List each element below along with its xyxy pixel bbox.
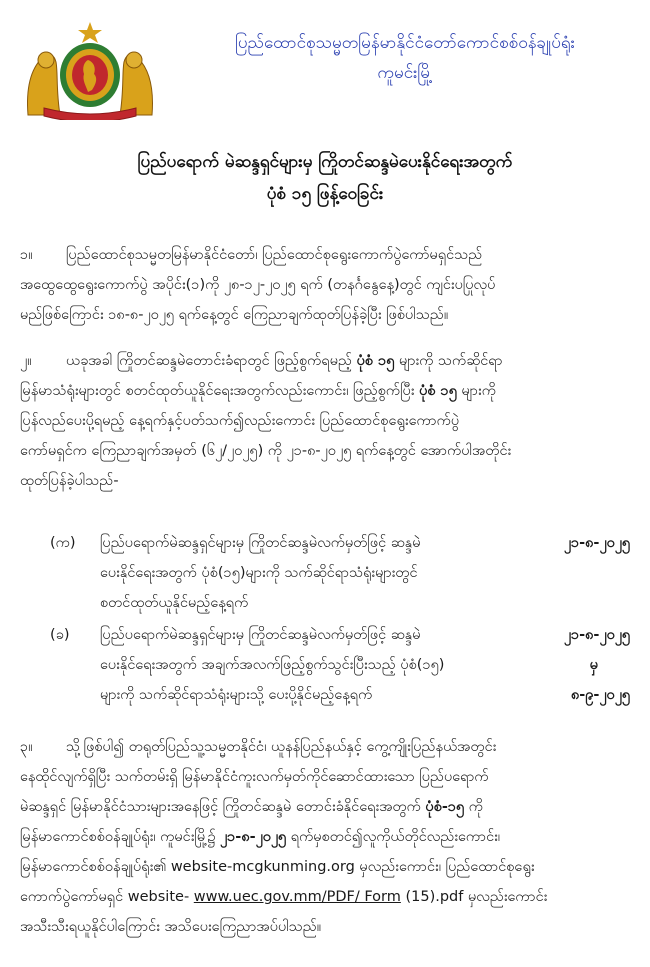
paragraph-text: သို့ဖြစ်ပါ၍ တရုတ်ပြည်သူ့သမ္မတနိုင်ငံ၊ ယူနန်ပြည်နယ်နှင့် ကွေ့ကျိုးပြည်နယ်အတွင်း xyxy=(66,739,497,755)
paragraph-text: မြန်မာသံရုံးများတွင် စတင်ထုတ်ယူနိုင်ရေးအတွက်လည်းကောင်း၊ ဖြည့်စွက်ပြီး xyxy=(20,383,420,399)
sub-item-date-start: ၂၁-၈-၂၀၂၅ xyxy=(563,627,630,643)
sub-item-line: ပြည်ပရောက်မဲဆန္ဒရှင်များမှ ကြိုတင်ဆန္ဒမဲလက်မှတ်ဖြင့် ဆန္ဒမဲ xyxy=(100,627,421,643)
sub-item-date-end: ၈-၉-၂၀၂၅ xyxy=(570,687,630,703)
sub-item-line: ပေးနိုင်ရေးအတွက် ပုံစံ(၁၅)များကို သက်ဆိုင်ရာသံရုံးများတွင် xyxy=(100,565,418,581)
form-15-reference: ပုံစံ-၁၅ xyxy=(425,799,465,815)
form-15-reference: ပုံစံ ၁၅ xyxy=(356,353,395,369)
sub-item-line: ပေးနိုင်ရေးအတွက် အချက်အလက်ဖြည့်စွက်သွင်းပြီးသည့် ပုံစံ(၁၅) xyxy=(100,657,445,673)
paragraph-number: ၃။ xyxy=(20,739,33,755)
paragraph-line: အသီးသီးရယူနိုင်ပါကြောင်း အသိပေးကြေညာအပ်ပါသည်။ xyxy=(20,919,322,935)
sub-item-line: ပြည်ပရောက်မဲဆန္ဒရှင်များမှ ကြိုတင်ဆန္ဒမဲလက်မှတ်ဖြင့် ဆန္ဒမဲ xyxy=(100,535,421,551)
sub-item-line: စတင်ထုတ်ယူနိုင်မည့်နေ့ရက် xyxy=(100,595,249,611)
date-range-connector: မှ xyxy=(589,657,598,673)
sub-item-label: (က) xyxy=(50,535,76,551)
paragraph-1 xyxy=(20,240,630,330)
paragraph-line: မြန်မာကောင်စစ်ဝန်ချုပ်ရုံး၏ website-mcgkunming.org မှလည်းကောင်း၊ ပြည်ထောင်စုရွေး xyxy=(20,859,535,875)
paragraph-line: ပြည်ထောင်စုသမ္မတမြန်မာနိုင်ငံတော်၊ ပြည်ထောင်စုရွေးကောက်ပွဲကော်မရှင်သည် xyxy=(66,247,483,263)
organization-heading xyxy=(190,28,620,88)
organization-name: ပြည်ထောင်စုသမ္မတမြန်မာနိုင်ငံတော်ကောင်စစ်ဝန်ချုပ်ရုံး xyxy=(234,33,576,53)
paragraph-text: မြန်မာကောင်စစ်ဝန်ချုပ်ရုံး၊ ကူမင်းမြို့၌ xyxy=(20,829,221,845)
state-seal-emblem-icon xyxy=(20,20,160,120)
paragraph-line: မည်ဖြစ်ကြောင်း ၁၈-၈-၂၀၂၅ ရက်နေ့တွင် ကြေညာချက်ထုတ်ပြန်ခဲ့ပြီး ဖြစ်ပါသည်။ xyxy=(20,307,449,323)
paragraph-3 xyxy=(20,732,630,942)
sub-item-line: များကို သက်ဆိုင်ရာသံရုံးများသို့ ပေးပို့နိုင်မည့်နေ့ရက် xyxy=(100,687,373,703)
form-15-reference: ပုံစံ ၁၅ xyxy=(419,383,457,399)
paragraph-line: ကော်မရှင်က ကြေညာချက်အမှတ် (၆၂/၂၀၂၅) ကို ၂၁-၈-၂၀၂၅ ရက်နေ့တွင် အောက်ပါအတိုင်း xyxy=(20,443,512,459)
paragraph-text: ရက်မှစတင်၍လူကိုယ်တိုင်လည်းကောင်း၊ xyxy=(286,829,501,845)
paragraph-line: အထွေထွေရွေးကောက်ပွဲ အပိုင်း(၁)ကို ၂၈-၁၂-၂၀၂၅ ရက် (တနင်္ဂနွေနေ့)တွင် ကျင်းပပြုလုပ် xyxy=(20,277,496,293)
organization-city: ကူမင်းမြို့ xyxy=(377,63,433,83)
paragraph-line: ပြန်လည်ပေးပို့ရမည့် နေ့ရက်နှင့်ပတ်သက်၍လည်းကောင်း ပြည်ထောင်စုရွေးကောက်ပွဲ xyxy=(20,413,460,429)
paragraph-number: ၂။ xyxy=(20,353,32,369)
uec-website-link[interactable]: www.uec.gov.mm/PDF/ Form xyxy=(193,889,401,905)
title-line-2: ပုံစံ ၁၅ ဖြန့်ဝေခြင်း xyxy=(266,184,384,204)
sub-item-date: ၂၁-၈-၂၀၂၅ xyxy=(563,535,630,551)
sub-item-a xyxy=(50,528,640,618)
sub-item-label: (ခ) xyxy=(50,627,70,643)
paragraph-2 xyxy=(20,346,630,496)
paragraph-text: များကို xyxy=(456,383,496,399)
paragraph-number: ၁။ xyxy=(20,247,33,263)
title-line-1: ပြည်ပရောက် မဲဆန္ဒရှင်များမှ ကြိုတင်ဆန္ဒမဲပေးနိုင်ရေးအတွက် xyxy=(137,152,513,172)
paragraph-text: ယခုအခါ ကြိုတင်ဆန္ဒမဲတောင်းခံရာတွင် ဖြည့်စွက်ရမည့် xyxy=(66,353,357,369)
sub-item-b xyxy=(50,620,640,710)
paragraph-text: များကို သက်ဆိုင်ရာ xyxy=(394,353,503,369)
paragraph-text: မဲဆန္ဒရှင် မြန်မာနိုင်ငံသားများအနေဖြင့် ကြိုတင်ဆန္ဒမဲ တောင်းခံနိုင်ရေးအတွက် xyxy=(20,799,426,815)
start-date: ၂၁-၈-၂၀၂၅ xyxy=(220,829,287,845)
document-title xyxy=(40,146,610,210)
paragraph-text: (15).pdf မှလည်းကောင်း xyxy=(400,889,548,905)
paragraph-line: နေထိုင်လျက်ရှိပြီး သက်တမ်းရှိ မြန်မာနိုင်ငံကူးလက်မှတ်ကိုင်ဆောင်ထားသော ပြည်ပရောက် xyxy=(20,769,489,785)
paragraph-text: ကို xyxy=(464,799,483,815)
paragraph-line: ထုတ်ပြန်ခဲ့ပါသည်- xyxy=(20,473,119,489)
paragraph-text: ကောက်ပွဲကော်မရှင် website- xyxy=(20,889,194,905)
